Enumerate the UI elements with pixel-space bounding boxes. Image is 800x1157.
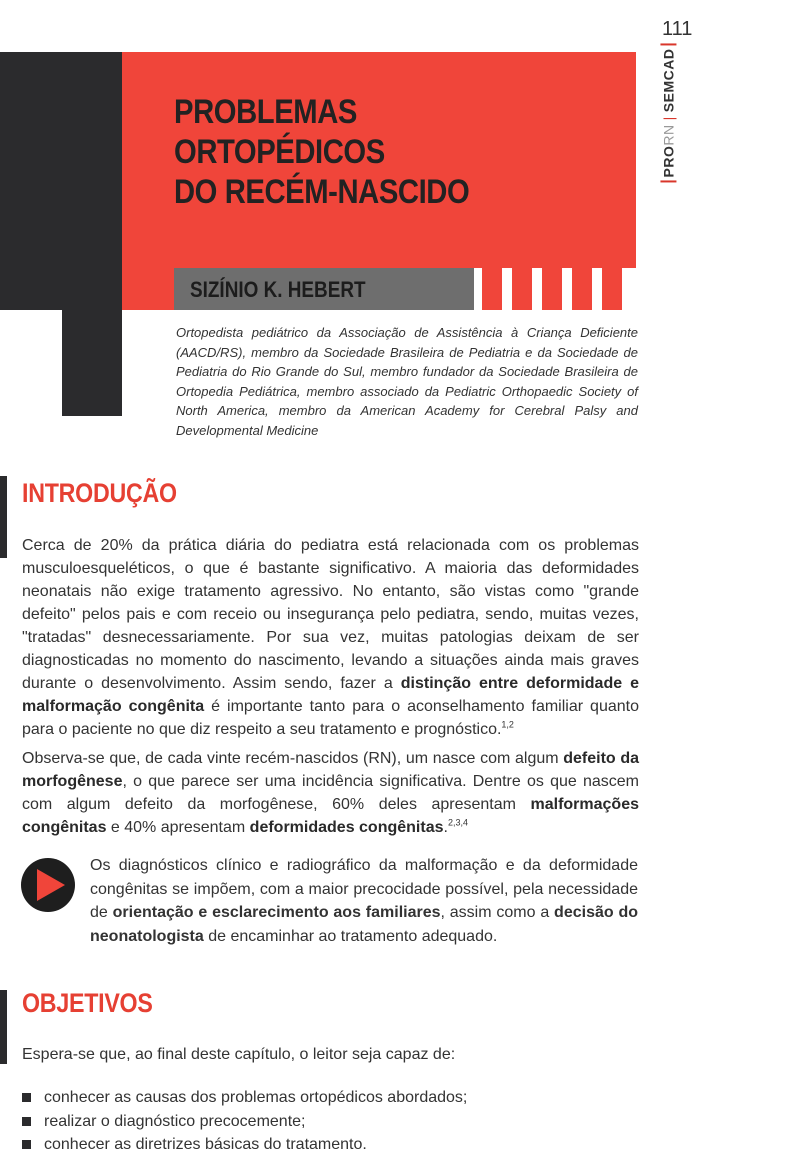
list-item-text: conhecer as causas dos problemas ortopédicos abordados;	[44, 1089, 468, 1106]
callout-bold-decisao: decisão do neonatologista	[90, 904, 638, 945]
side-tab-label	[660, 44, 676, 183]
stripe	[482, 268, 502, 310]
intro-paragraph-1	[22, 534, 639, 741]
section-bar-objetivos	[0, 990, 7, 1064]
list-item	[22, 1086, 467, 1110]
callout-text-c: de encaminhar ao tratamento adequado.	[203, 927, 498, 945]
author-bio: Ortopedista pediátrico da Associação de Assistência à Criança Deficiente (AACD/RS), membro da Sociedade Brasileira de Pediatria e da Sociedade de Pediatria do Rio Grande do Sul, membro fundador da Sociedade Brasileira de Ortopedia Pediátrica, membro associado da Pediatric Orthopaedic Society of North America, membro da American Academy for Cerebral Palsy and Developmental Medicine	[176, 325, 638, 438]
section-heading-introducao: INTRODUÇÃO	[22, 478, 177, 508]
list-item	[22, 1110, 467, 1134]
bullet-square-icon	[22, 1140, 31, 1149]
callout-text-b: , assim como a	[440, 904, 555, 921]
list-item-text: conhecer as diretrizes básicas do tratamento.	[44, 1136, 367, 1153]
author-name: SIZÍNIO K. HEBERT	[190, 277, 366, 302]
intro-p2-bold-deformidades: deformidades congênitas	[249, 819, 444, 836]
page-number: 111	[662, 18, 693, 40]
stripe	[602, 268, 622, 310]
side-tab-separator: |	[660, 116, 677, 121]
side-tab	[653, 48, 683, 178]
chapter-title	[174, 92, 552, 212]
chapter-title-line1: PROBLEMAS ORTOPÉDICOS	[174, 93, 385, 171]
objetivos-intro: Espera-se que, ao final deste capítulo, o leitor seja capaz de:	[22, 1046, 456, 1063]
callout-text	[90, 854, 638, 948]
bullet-square-icon	[22, 1117, 31, 1126]
decorative-stripes	[482, 268, 630, 310]
side-tab-semcad: SEMCAD	[660, 48, 677, 113]
intro-p2-text-b: , o que parece ser uma incidência significativa. Dentre os que nascem com algum defeito da morfogênese, 60% deles apresentam	[22, 773, 639, 813]
stripe	[542, 268, 562, 310]
intro-p1-reference: 1,2	[501, 719, 514, 730]
section-heading-objetivos: OBJETIVOS	[22, 988, 153, 1018]
section-bar-introducao	[0, 476, 7, 558]
objetivos-list	[22, 1086, 467, 1157]
intro-p1-text-a: Cerca de 20% da prática diária do pediatra está relacionada com os problemas musculoesqueléticos, o que é bastante significativo. A maioria das deformidades neonatais não exige tratamento agressivo. No entanto, são vistas como "grande defeito" pelos pais e com receio ou insegurança pelo pediatra, sendo, muitas vezes, "tratadas" desnecessariamente. Por sua vez, muitas patologias deixam de ser diagnosticadas no momento do nascimento, levando a situações ainda mais graves durante o desenvolvimento. Assim sendo, fazer a	[22, 537, 639, 692]
intro-p2-text-d: .	[443, 819, 448, 836]
intro-p1-bold-distincao: distinção entre deformidade e malformação congênita	[22, 675, 639, 715]
side-tab-pro: PRO	[660, 145, 677, 178]
intro-paragraph-2	[22, 747, 639, 839]
list-item-text: realizar o diagnóstico precocemente;	[44, 1112, 306, 1130]
intro-p2-text-a: Observa-se que, de cada vinte recém-nascidos (RN), um nasce com algum	[22, 750, 564, 767]
side-tab-rn: RN	[660, 124, 677, 146]
intro-p2-reference: 2,3,4	[447, 817, 468, 828]
intro-p2-text-c: e 40% apresentam	[106, 819, 250, 836]
list-item	[22, 1133, 467, 1157]
callout-bold-orientacao: orientação e esclarecimento aos familiares	[112, 904, 441, 921]
callout-text-a: Os diagnósticos clínico e radiográfico da malformação e da deformidade congênitas se impõem, com a maior precocidade possível, pela necessidade de	[90, 857, 638, 921]
stripe	[572, 268, 592, 310]
bullet-square-icon	[22, 1093, 31, 1102]
chapter-title-line2: DO RECÉM-NASCIDO	[174, 173, 470, 211]
intro-p1-text-b: é importante tanto para o aconselhamento familiar quanto para o paciente no que diz respeito a seu tratamento e prognóstico.	[22, 698, 639, 738]
intro-p2-bold-morfogenese: defeito da morfogênese	[22, 750, 640, 790]
arrow-circle-icon	[20, 857, 76, 913]
stripe	[512, 268, 532, 310]
header-dark-notch	[0, 310, 62, 416]
intro-p2-bold-malformacoes: malformações congênitas	[22, 796, 639, 836]
